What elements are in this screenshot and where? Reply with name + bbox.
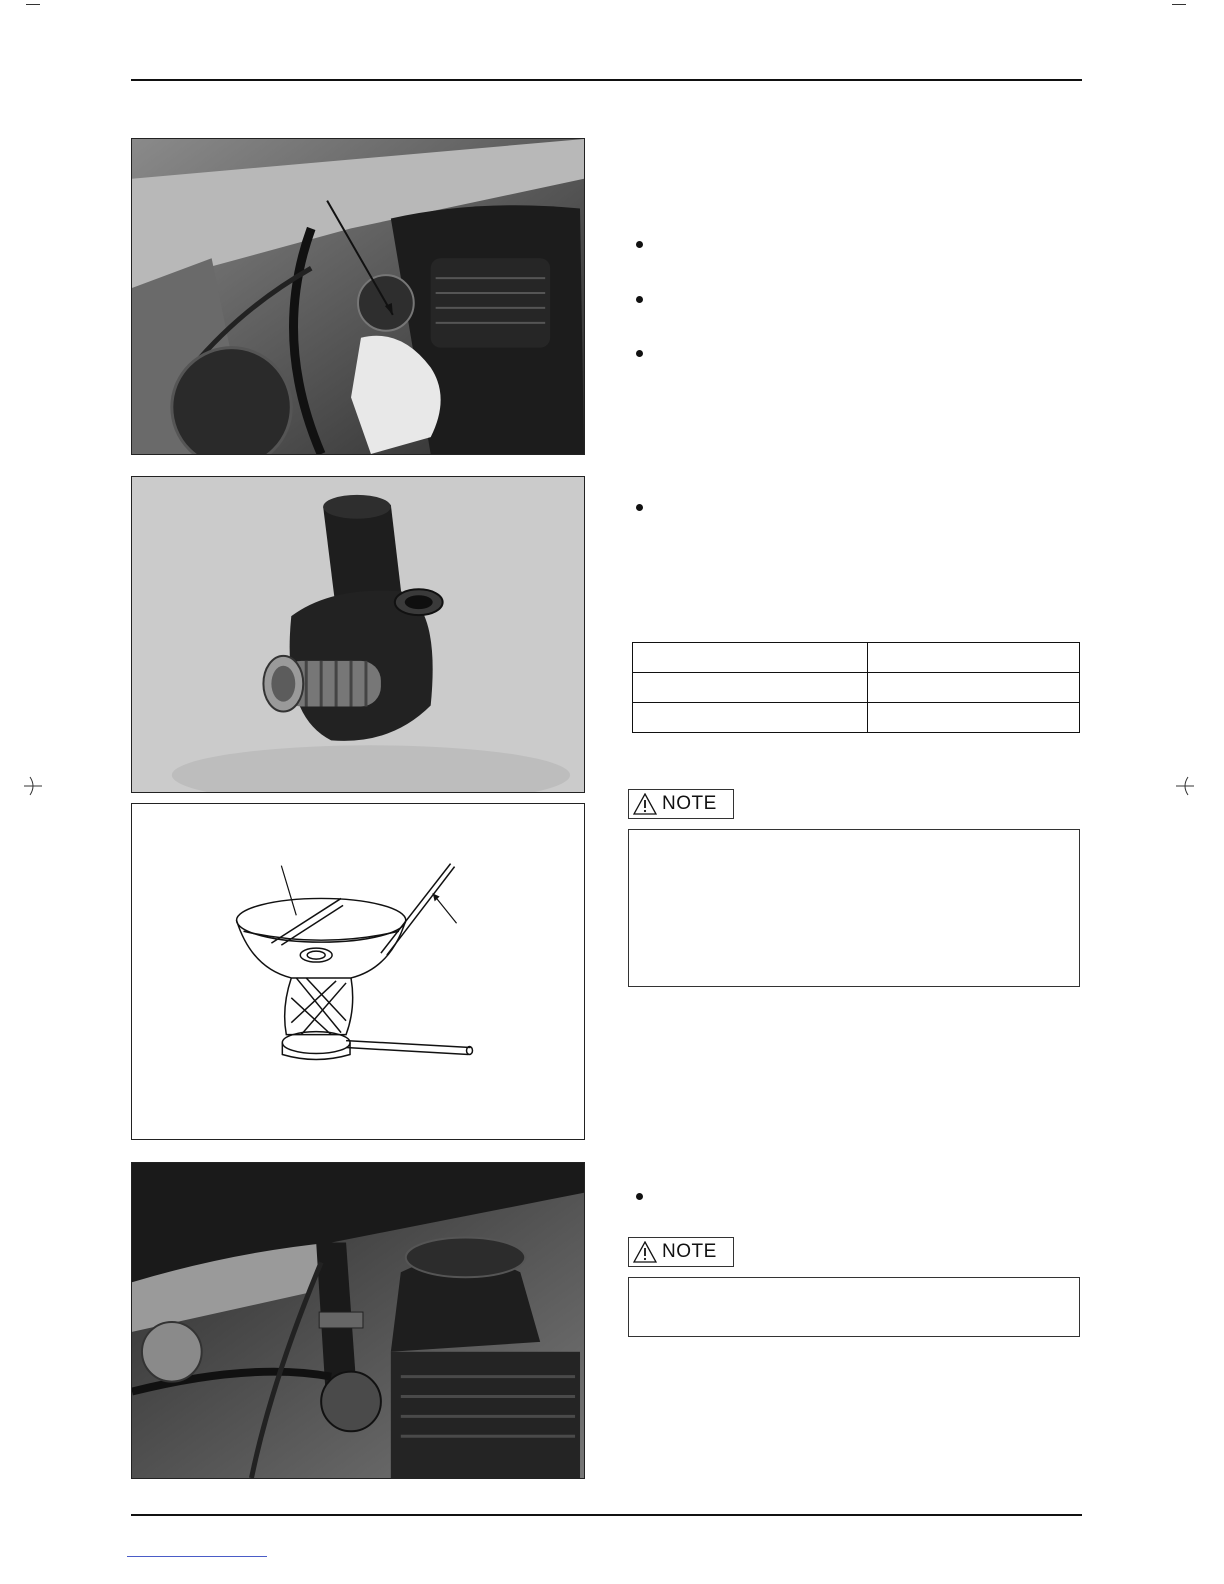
bullet-step-2 [636,296,643,303]
note-label-text: NOTE [662,793,717,814]
thermostat-test-diagram [131,803,585,1140]
registration-mark-right [1172,774,1198,798]
note-label-1 [628,789,734,819]
table-row [633,703,1080,733]
bullet-step-1 [636,241,643,248]
table-cell [868,643,1080,673]
warning-triangle-icon [633,793,657,815]
footer-rule [131,1514,1082,1516]
hose-reinstall-photo [131,1162,585,1479]
warning-triangle-icon [633,1241,657,1263]
crop-mark-top-left [26,4,40,5]
thermostat-closeup-photo [131,476,585,793]
table-cell [868,673,1080,703]
table-cell [633,643,868,673]
table-cell [868,703,1080,733]
note-label-2 [628,1237,734,1267]
bullet-step-5 [636,1193,643,1200]
note-box-1 [628,829,1080,987]
note-box-2 [628,1277,1080,1337]
table-row [633,643,1080,673]
registration-mark-left [20,774,46,798]
thermostat-spec-table [632,642,1080,733]
crop-mark-top-right [1172,4,1186,5]
table-cell [633,673,868,703]
footer-link-underline [127,1556,267,1557]
note-label-text: NOTE [662,1241,717,1262]
thermostat-housing-photo [131,138,585,455]
table-cell [633,703,868,733]
header-rule [131,79,1082,81]
table-row [633,673,1080,703]
bullet-step-3 [636,350,643,357]
bullet-step-4 [636,504,643,511]
